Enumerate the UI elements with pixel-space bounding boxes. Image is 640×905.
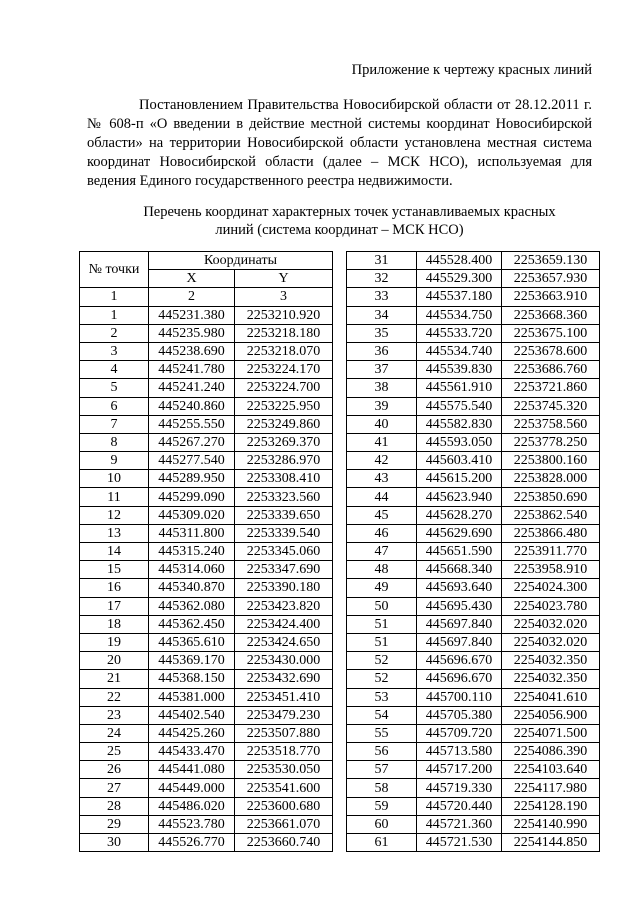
caption-line-2: линий (система координат – МСК НСО) <box>215 222 464 238</box>
x-coordinate-cell: 445651.590 <box>417 543 502 561</box>
table-row <box>80 342 333 360</box>
table-row <box>347 379 600 397</box>
table-row <box>80 433 333 451</box>
point-number-cell: 21 <box>80 670 149 688</box>
y-coordinate-cell: 2253218.070 <box>235 342 333 360</box>
x-coordinate-cell: 445693.640 <box>417 579 502 597</box>
x-coordinate-cell: 445695.430 <box>417 597 502 615</box>
y-coordinate-cell: 2253390.180 <box>235 579 333 597</box>
point-number-cell: 40 <box>347 415 417 433</box>
point-number-cell: 41 <box>347 433 417 451</box>
x-coordinate-cell: 445697.840 <box>417 615 502 633</box>
point-number-cell: 13 <box>80 524 149 542</box>
y-coordinate-cell: 2253339.650 <box>235 506 333 524</box>
table-row <box>80 815 333 833</box>
y-coordinate-cell: 2253218.180 <box>235 324 333 342</box>
point-number-cell: 4 <box>80 361 149 379</box>
x-coordinate-cell: 445277.540 <box>149 452 235 470</box>
y-coordinate-cell: 2253866.480 <box>502 524 600 542</box>
y-coordinate-cell: 2253507.880 <box>235 724 333 742</box>
x-coordinate-cell: 445709.720 <box>417 724 502 742</box>
y-coordinate-cell: 2253432.690 <box>235 670 333 688</box>
table-row <box>347 361 600 379</box>
point-number-cell: 16 <box>80 579 149 597</box>
y-coordinate-cell: 2253828.000 <box>502 470 600 488</box>
table-row <box>347 306 600 324</box>
table-row <box>80 488 333 506</box>
x-coordinate-cell: 445575.540 <box>417 397 502 415</box>
y-coordinate-cell: 2253286.970 <box>235 452 333 470</box>
point-number-cell: 49 <box>347 579 417 597</box>
x-coordinate-cell: 445240.860 <box>149 397 235 415</box>
coordinates-table-right <box>346 251 600 852</box>
table-row <box>347 724 600 742</box>
y-coordinate-cell: 2254140.990 <box>502 815 600 833</box>
x-coordinate-cell: 445340.870 <box>149 579 235 597</box>
y-coordinate-cell: 2254128.190 <box>502 797 600 815</box>
point-number-header: № точки <box>80 252 149 288</box>
point-number-cell: 34 <box>347 306 417 324</box>
table-row <box>80 743 333 761</box>
point-number-cell: 26 <box>80 761 149 779</box>
x-coordinate-cell: 445721.530 <box>417 834 502 852</box>
x-coordinate-cell: 445668.340 <box>417 561 502 579</box>
table-row <box>80 361 333 379</box>
x-coordinate-cell: 445561.910 <box>417 379 502 397</box>
point-number-cell: 48 <box>347 561 417 579</box>
y-coordinate-cell: 2253347.690 <box>235 561 333 579</box>
x-coordinate-cell: 445241.240 <box>149 379 235 397</box>
table-row <box>80 597 333 615</box>
point-number-cell: 30 <box>80 834 149 852</box>
y-coordinate-cell: 2253210.920 <box>235 306 333 324</box>
x-coordinate-cell: 445255.550 <box>149 415 235 433</box>
table-row <box>80 652 333 670</box>
x-coordinate-cell: 445402.540 <box>149 706 235 724</box>
table-row <box>347 342 600 360</box>
table-row <box>80 561 333 579</box>
y-coordinate-cell: 2254117.980 <box>502 779 600 797</box>
x-coordinate-cell: 445534.750 <box>417 306 502 324</box>
y-coordinate-cell: 2253778.250 <box>502 433 600 451</box>
table-row <box>80 306 333 324</box>
table-row <box>347 506 600 524</box>
column-number-row <box>80 288 333 306</box>
x-coordinate-cell: 445526.770 <box>149 834 235 852</box>
x-coordinate-cell: 445628.270 <box>417 506 502 524</box>
x-coordinate-cell: 445299.090 <box>149 488 235 506</box>
point-number-cell: 61 <box>347 834 417 852</box>
y-coordinate-cell: 2253345.060 <box>235 543 333 561</box>
point-number-cell: 28 <box>80 797 149 815</box>
point-number-cell: 12 <box>80 506 149 524</box>
point-number-cell: 51 <box>347 615 417 633</box>
table-row <box>347 670 600 688</box>
point-number-cell: 53 <box>347 688 417 706</box>
table-row <box>347 633 600 651</box>
point-number-cell: 55 <box>347 724 417 742</box>
y-coordinate-cell: 2253430.000 <box>235 652 333 670</box>
y-coordinate-cell: 2253660.740 <box>235 834 333 852</box>
y-coordinate-cell: 2254056.900 <box>502 706 600 724</box>
coordinates-header: Координаты <box>149 252 333 270</box>
y-coordinate-cell: 2253661.070 <box>235 815 333 833</box>
table-row <box>347 524 600 542</box>
table-row <box>347 743 600 761</box>
y-coordinate-cell: 2253323.560 <box>235 488 333 506</box>
table-row <box>347 452 600 470</box>
x-coordinate-cell: 445362.080 <box>149 597 235 615</box>
point-number-cell: 8 <box>80 433 149 451</box>
point-number-cell: 46 <box>347 524 417 542</box>
table-row <box>347 761 600 779</box>
table-caption <box>87 203 592 239</box>
y-coordinate-cell: 2253224.700 <box>235 379 333 397</box>
x-coordinate-cell: 445539.830 <box>417 361 502 379</box>
x-coordinate-cell: 445315.240 <box>149 543 235 561</box>
table-row <box>347 543 600 561</box>
point-number-cell: 15 <box>80 561 149 579</box>
x-coordinate-cell: 445368.150 <box>149 670 235 688</box>
table-row <box>80 470 333 488</box>
y-header: Y <box>235 270 333 288</box>
x-coordinate-cell: 445705.380 <box>417 706 502 724</box>
x-coordinate-cell: 445311.800 <box>149 524 235 542</box>
y-coordinate-cell: 2254103.640 <box>502 761 600 779</box>
table-row <box>80 415 333 433</box>
left-table-body <box>80 306 333 852</box>
point-number-cell: 37 <box>347 361 417 379</box>
x-coordinate-cell: 445486.020 <box>149 797 235 815</box>
point-number-cell: 1 <box>80 306 149 324</box>
x-coordinate-cell: 445433.470 <box>149 743 235 761</box>
x-coordinate-cell: 445449.000 <box>149 779 235 797</box>
point-number-cell: 58 <box>347 779 417 797</box>
x-coordinate-cell: 445529.300 <box>417 270 502 288</box>
x-coordinate-cell: 445697.840 <box>417 633 502 651</box>
x-coordinate-cell: 445719.330 <box>417 779 502 797</box>
point-number-cell: 54 <box>347 706 417 724</box>
table-row <box>80 670 333 688</box>
x-coordinate-cell: 445309.020 <box>149 506 235 524</box>
point-number-cell: 2 <box>80 324 149 342</box>
point-number-cell: 56 <box>347 743 417 761</box>
y-coordinate-cell: 2253686.760 <box>502 361 600 379</box>
x-coordinate-cell: 445289.950 <box>149 470 235 488</box>
x-header: X <box>149 270 235 288</box>
point-number-cell: 59 <box>347 797 417 815</box>
y-coordinate-cell: 2253269.370 <box>235 433 333 451</box>
y-coordinate-cell: 2253424.400 <box>235 615 333 633</box>
x-coordinate-cell: 445721.360 <box>417 815 502 833</box>
point-number-cell: 52 <box>347 670 417 688</box>
x-coordinate-cell: 445267.270 <box>149 433 235 451</box>
point-number-cell: 5 <box>80 379 149 397</box>
y-coordinate-cell: 2253479.230 <box>235 706 333 724</box>
table-row <box>80 633 333 651</box>
point-number-cell: 24 <box>80 724 149 742</box>
y-coordinate-cell: 2253758.560 <box>502 415 600 433</box>
point-number-cell: 19 <box>80 633 149 651</box>
caption-line-1: Перечень координат характерных точек устанавливаемых красных <box>143 204 556 220</box>
x-coordinate-cell: 445534.740 <box>417 342 502 360</box>
y-coordinate-cell: 2253530.050 <box>235 761 333 779</box>
x-coordinate-cell: 445700.110 <box>417 688 502 706</box>
point-number-cell: 45 <box>347 506 417 524</box>
point-number-cell: 42 <box>347 452 417 470</box>
x-coordinate-cell: 445593.050 <box>417 433 502 451</box>
y-coordinate-cell: 2253225.950 <box>235 397 333 415</box>
x-coordinate-cell: 445241.780 <box>149 361 235 379</box>
table-row <box>80 324 333 342</box>
x-coordinate-cell: 445537.180 <box>417 288 502 306</box>
x-coordinate-cell: 445231.380 <box>149 306 235 324</box>
appendix-title: Приложение к чертежу красных линий <box>351 62 592 78</box>
table-row <box>347 470 600 488</box>
point-number-cell: 47 <box>347 543 417 561</box>
coordinates-table-left <box>79 251 333 852</box>
x-coordinate-cell: 445615.200 <box>417 470 502 488</box>
y-coordinate-cell: 2253675.100 <box>502 324 600 342</box>
table-row <box>347 579 600 597</box>
table-row <box>347 597 600 615</box>
point-number-cell: 17 <box>80 597 149 615</box>
y-coordinate-cell: 2253850.690 <box>502 488 600 506</box>
column-number: 2 <box>149 288 235 306</box>
point-number-cell: 38 <box>347 379 417 397</box>
x-coordinate-cell: 445696.670 <box>417 652 502 670</box>
table-header-row <box>80 252 333 270</box>
y-coordinate-cell: 2253224.170 <box>235 361 333 379</box>
y-coordinate-cell: 2254032.020 <box>502 615 600 633</box>
y-coordinate-cell: 2253958.910 <box>502 561 600 579</box>
point-number-cell: 43 <box>347 470 417 488</box>
y-coordinate-cell: 2253541.600 <box>235 779 333 797</box>
point-number-cell: 36 <box>347 342 417 360</box>
point-number-cell: 10 <box>80 470 149 488</box>
point-number-cell: 60 <box>347 815 417 833</box>
x-coordinate-cell: 445713.580 <box>417 743 502 761</box>
y-coordinate-cell: 2254041.610 <box>502 688 600 706</box>
point-number-cell: 52 <box>347 652 417 670</box>
table-row <box>347 615 600 633</box>
column-number: 1 <box>80 288 149 306</box>
point-number-cell: 3 <box>80 342 149 360</box>
table-row <box>80 761 333 779</box>
y-coordinate-cell: 2253518.770 <box>235 743 333 761</box>
x-coordinate-cell: 445603.410 <box>417 452 502 470</box>
x-coordinate-cell: 445717.200 <box>417 761 502 779</box>
x-coordinate-cell: 445623.940 <box>417 488 502 506</box>
x-coordinate-cell: 445238.690 <box>149 342 235 360</box>
table-row <box>80 579 333 597</box>
point-number-cell: 50 <box>347 597 417 615</box>
x-coordinate-cell: 445696.670 <box>417 670 502 688</box>
x-coordinate-cell: 445533.720 <box>417 324 502 342</box>
table-row <box>347 797 600 815</box>
y-coordinate-cell: 2253423.820 <box>235 597 333 615</box>
table-row <box>347 706 600 724</box>
y-coordinate-cell: 2254032.350 <box>502 670 600 688</box>
x-coordinate-cell: 445314.060 <box>149 561 235 579</box>
table-row <box>347 324 600 342</box>
y-coordinate-cell: 2253721.860 <box>502 379 600 397</box>
point-number-cell: 14 <box>80 543 149 561</box>
point-number-cell: 22 <box>80 688 149 706</box>
column-number: 3 <box>235 288 333 306</box>
table-row <box>80 379 333 397</box>
point-number-cell: 23 <box>80 706 149 724</box>
table-row <box>80 834 333 852</box>
table-row <box>347 834 600 852</box>
table-row <box>80 397 333 415</box>
point-number-cell: 25 <box>80 743 149 761</box>
x-coordinate-cell: 445235.980 <box>149 324 235 342</box>
point-number-cell: 6 <box>80 397 149 415</box>
y-coordinate-cell: 2254032.020 <box>502 633 600 651</box>
x-coordinate-cell: 445720.440 <box>417 797 502 815</box>
table-row <box>347 815 600 833</box>
y-coordinate-cell: 2253745.320 <box>502 397 600 415</box>
x-coordinate-cell: 445362.450 <box>149 615 235 633</box>
y-coordinate-cell: 2253911.770 <box>502 543 600 561</box>
table-row <box>80 452 333 470</box>
point-number-cell: 57 <box>347 761 417 779</box>
y-coordinate-cell: 2254144.850 <box>502 834 600 852</box>
y-coordinate-cell: 2254071.500 <box>502 724 600 742</box>
point-number-cell: 7 <box>80 415 149 433</box>
table-row <box>80 615 333 633</box>
y-coordinate-cell: 2253668.360 <box>502 306 600 324</box>
right-table-body <box>347 252 600 852</box>
y-coordinate-cell: 2253451.410 <box>235 688 333 706</box>
table-row <box>80 797 333 815</box>
table-row <box>347 397 600 415</box>
point-number-cell: 20 <box>80 652 149 670</box>
y-coordinate-cell: 2253663.910 <box>502 288 600 306</box>
table-row <box>347 561 600 579</box>
x-coordinate-cell: 445425.260 <box>149 724 235 742</box>
point-number-cell: 51 <box>347 633 417 651</box>
y-coordinate-cell: 2253339.540 <box>235 524 333 542</box>
y-coordinate-cell: 2253249.860 <box>235 415 333 433</box>
y-coordinate-cell: 2253659.130 <box>502 252 600 270</box>
y-coordinate-cell: 2254086.390 <box>502 743 600 761</box>
x-coordinate-cell: 445528.400 <box>417 252 502 270</box>
table-row <box>347 415 600 433</box>
table-row <box>347 288 600 306</box>
point-number-cell: 44 <box>347 488 417 506</box>
table-row <box>80 543 333 561</box>
x-coordinate-cell: 445523.780 <box>149 815 235 833</box>
y-coordinate-cell: 2254023.780 <box>502 597 600 615</box>
table-row <box>80 724 333 742</box>
point-number-cell: 9 <box>80 452 149 470</box>
point-number-cell: 32 <box>347 270 417 288</box>
y-coordinate-cell: 2254032.350 <box>502 652 600 670</box>
point-number-cell: 39 <box>347 397 417 415</box>
y-coordinate-cell: 2253424.650 <box>235 633 333 651</box>
x-coordinate-cell: 445582.830 <box>417 415 502 433</box>
table-row <box>347 252 600 270</box>
x-coordinate-cell: 445369.170 <box>149 652 235 670</box>
y-coordinate-cell: 2253678.600 <box>502 342 600 360</box>
table-row <box>347 652 600 670</box>
table-row <box>347 488 600 506</box>
y-coordinate-cell: 2254024.300 <box>502 579 600 597</box>
intro-paragraph: Постановлением Правительства Новосибирской области от 28.12.2011 г. № 608-п «О введении в действие местной системы координат Новосибирской области» на территории Новосибирской области установлена местная система координат Новосибирской области (далее – МСК НСО), используемая для ведения Единого государственного реестра недвижимости. <box>87 97 592 189</box>
point-number-cell: 27 <box>80 779 149 797</box>
table-row <box>347 779 600 797</box>
x-coordinate-cell: 445441.080 <box>149 761 235 779</box>
x-coordinate-cell: 445629.690 <box>417 524 502 542</box>
table-row <box>80 779 333 797</box>
y-coordinate-cell: 2253600.680 <box>235 797 333 815</box>
point-number-cell: 35 <box>347 324 417 342</box>
point-number-cell: 18 <box>80 615 149 633</box>
y-coordinate-cell: 2253862.540 <box>502 506 600 524</box>
y-coordinate-cell: 2253800.160 <box>502 452 600 470</box>
x-coordinate-cell: 445381.000 <box>149 688 235 706</box>
point-number-cell: 31 <box>347 252 417 270</box>
table-row <box>80 688 333 706</box>
y-coordinate-cell: 2253657.930 <box>502 270 600 288</box>
y-coordinate-cell: 2253308.410 <box>235 470 333 488</box>
point-number-cell: 11 <box>80 488 149 506</box>
table-row <box>347 270 600 288</box>
x-coordinate-cell: 445365.610 <box>149 633 235 651</box>
table-row <box>347 688 600 706</box>
table-row <box>80 524 333 542</box>
table-row <box>80 706 333 724</box>
point-number-cell: 29 <box>80 815 149 833</box>
table-row <box>80 506 333 524</box>
table-row <box>347 433 600 451</box>
point-number-cell: 33 <box>347 288 417 306</box>
